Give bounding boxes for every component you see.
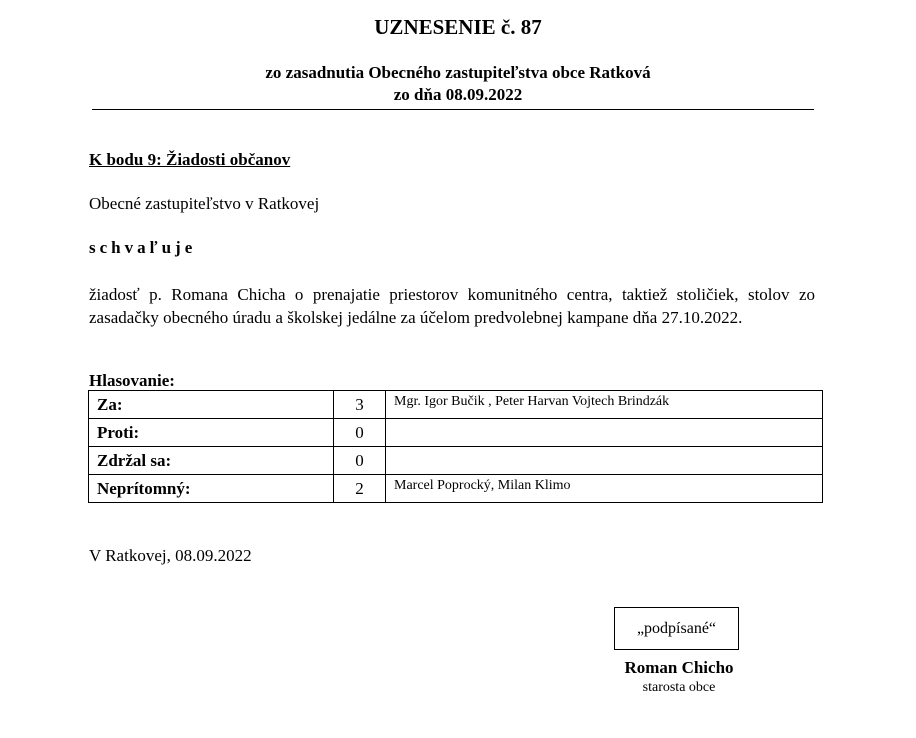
signature-stamp-text: „podpísané“ (636, 619, 717, 637)
vote-count-cell: 0 (334, 419, 386, 447)
place-and-date: V Ratkovej, 08.09.2022 (89, 546, 252, 565)
table-row (89, 475, 823, 503)
vote-label-cell: Za: (89, 391, 334, 419)
signer-name: Roman Chicho (624, 658, 734, 677)
vote-label-cell: Proti: (89, 419, 334, 447)
table-row (89, 391, 823, 419)
document-subtitle: zo zasadnutia Obecného zastupiteľstva obce Ratková (265, 63, 651, 82)
vote-label-cell: Zdržal sa: (89, 447, 334, 475)
document-date-line: zo dňa 08.09.2022 (393, 85, 523, 104)
vote-count-cell: 2 (334, 475, 386, 503)
signer-role: starosta obce (642, 680, 716, 695)
signature-stamp (614, 607, 739, 650)
body-intro: Obecné zastupiteľstvo v Ratkovej (89, 194, 320, 213)
vote-count-cell: 3 (334, 391, 386, 419)
decision-verb: schvaľuje (89, 238, 197, 257)
resolution-text: žiadosť p. Romana Chicha o prenajatie priestorov komunitného centra, taktiež stoličiek, stolov zo zasadačky obecného úradu a školskej jedálne za účelom predvolebnej kampane dňa 27.10.2022. (89, 285, 815, 327)
vote-label-cell: Neprítomný: (89, 475, 334, 503)
vote-names-cell (386, 447, 823, 475)
vote-names-cell: Mgr. Igor Bučik , Peter Harvan Vojtech Brindzák (386, 391, 823, 419)
document-title: UZNESENIE č. 87 (374, 15, 542, 39)
header-divider (92, 109, 814, 110)
vote-count-cell: 0 (334, 447, 386, 475)
voting-label: Hlasovanie: (89, 371, 175, 390)
table-row (89, 419, 823, 447)
section-heading: K bodu 9: Žiadosti občanov (89, 150, 291, 169)
table-row (89, 447, 823, 475)
voting-table (88, 390, 823, 503)
vote-names-cell (386, 419, 823, 447)
vote-names-cell: Marcel Poprocký, Milan Klimo (386, 475, 823, 503)
